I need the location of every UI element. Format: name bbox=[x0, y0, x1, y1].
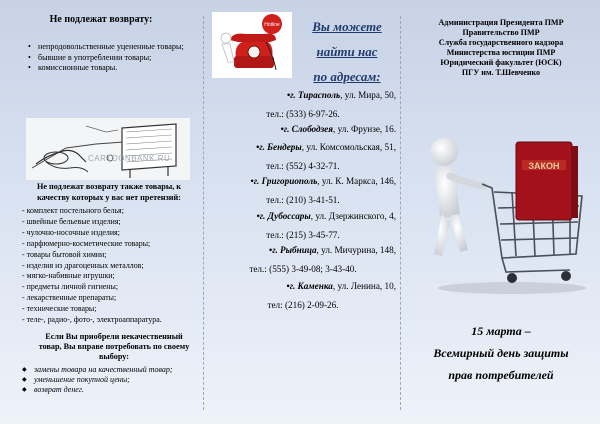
cartoon-illustration bbox=[26, 118, 190, 180]
list-item: ◆ возврат денег. bbox=[22, 385, 202, 395]
list-item: - мягко-набивные игрушки; bbox=[22, 271, 115, 281]
book-label: ЗАКОН bbox=[528, 161, 560, 171]
list-item: • бывшие в употреблении товары; bbox=[28, 53, 198, 64]
hotline-badge-text: Hotline bbox=[264, 22, 280, 28]
list-item: - чулочно-носочные изделия; bbox=[22, 227, 120, 237]
street: , ул. Фрунзе, 16. bbox=[333, 124, 396, 134]
city-name: г. Слободзея bbox=[283, 124, 333, 134]
returns-title: Не подлежат возврату: bbox=[49, 14, 153, 25]
organizer-line: Администрация Президента ПМР bbox=[438, 18, 564, 27]
city-name: г. Рыбница bbox=[272, 245, 317, 255]
list-item: - предметы личной гигиены; bbox=[22, 282, 119, 292]
heading-line: по адресам: bbox=[313, 69, 381, 84]
city-name: г. Бендеры bbox=[259, 142, 302, 152]
street: , ул. К. Маркса, 146, bbox=[317, 176, 396, 186]
list-item: • комиссионные товары. bbox=[28, 63, 198, 74]
phone: тел.: (210) 3-41-51. bbox=[266, 195, 340, 205]
phone: тел.: (552) 4-32-71. bbox=[266, 161, 340, 171]
consumer-rights-list bbox=[22, 365, 202, 395]
list-item: - комплект постельного белья; bbox=[22, 206, 124, 215]
organizer-line: Юридический факультет (ЮСК) bbox=[440, 58, 562, 68]
list-item: - технические товары; bbox=[22, 304, 97, 314]
quality-goods-list bbox=[22, 206, 202, 326]
street: , ул. Дзержинского, 4, bbox=[310, 211, 396, 221]
address-rybnitsa: •г. Рыбница, ул. Мичурина, 148, тел.: (555) 3-49-08; 3-43-40. bbox=[210, 245, 396, 275]
organizer-line: Служба государственного надзора bbox=[438, 38, 564, 48]
phone: тел.: (533) 6-97-26. bbox=[266, 109, 340, 119]
heading-line: найти нас bbox=[316, 44, 378, 59]
organizer-line: Министерства юстиции ПМР bbox=[446, 48, 556, 58]
list-item: - теле-, радио-, фото-, электроаппаратура. bbox=[22, 315, 162, 325]
list-item: - изделия из драгоценных металлов; bbox=[22, 260, 144, 270]
phone: тел.: (555) 3-49-08; 3-43-40. bbox=[249, 264, 357, 274]
organizer-line: Правительство ПМР bbox=[462, 28, 540, 38]
heading-line: Вы можете bbox=[312, 19, 382, 34]
fold-line-right bbox=[400, 16, 401, 410]
address-dubossary: •г. Дубоссары, ул. Дзержинского, 4, тел.: (215) 3-45-77. bbox=[210, 211, 396, 241]
cartoon-watermark: CARTOONBANK.RU bbox=[88, 154, 171, 163]
event-line: 15 марта – bbox=[471, 324, 531, 338]
hotline-phone-image bbox=[212, 12, 292, 78]
phone: тел.: (215) 3-45-77. bbox=[266, 230, 340, 240]
addresses-heading bbox=[300, 14, 394, 89]
address-grigoriopol: •г. Григориополь, ул. К. Маркса, 146, тел.: (210) 3-41-51. bbox=[210, 176, 396, 206]
city-name: г. Григориополь bbox=[253, 176, 318, 186]
city-name: г. Дубоссары bbox=[259, 211, 311, 221]
street: , ул. Ленина, 10, bbox=[332, 281, 396, 291]
list-item: - товары бытовой химии; bbox=[22, 249, 107, 259]
event-title bbox=[404, 320, 598, 386]
address-kamenka: •г. Каменка, ул. Ленина, 10, тел: (216) 2-09-26. bbox=[210, 281, 396, 311]
list-item: - лекарственные препараты; bbox=[22, 293, 117, 303]
defective-goods-text: Если Вы приобрели некачественный товар, Вы вправе потребовать по своему выбору: bbox=[38, 332, 190, 361]
city-name: г. Каменка bbox=[289, 281, 333, 291]
shopping-cart-law-image bbox=[420, 126, 590, 298]
fold-line-left bbox=[203, 16, 204, 410]
list-item: ◆ уменьшение покупной цены; bbox=[22, 375, 202, 385]
list-item: ◆ замены товара на качественный товар; bbox=[22, 365, 202, 375]
list-item: • непродовольственные уцененные товары; bbox=[28, 42, 198, 53]
phone: тел: (216) 2-09-26. bbox=[267, 300, 339, 310]
street: , ул. Комсомольская, 51, bbox=[301, 142, 396, 152]
quality-heading: Не подлежат возврату также товары, к качеству которых у вас нет претензий: bbox=[36, 182, 182, 202]
organizer-line: ПГУ им. Т.Шевченко bbox=[461, 68, 541, 78]
address-slobodzeya: •г. Слободзея, ул. Фрунзе, 16. bbox=[280, 124, 396, 134]
event-line: Всемирный день защиты bbox=[433, 346, 569, 360]
list-item: - швейные бельевые изделия; bbox=[22, 216, 121, 226]
organizers-block bbox=[404, 18, 598, 79]
list-item: - парфюмерно-косметические товары; bbox=[22, 238, 151, 248]
event-line: прав потребителей bbox=[448, 368, 554, 382]
address-bendery: •г. Бендеры, ул. Комсомольская, 51, тел.: (552) 4-32-71. bbox=[210, 142, 396, 172]
city-name: г. Тирасполь bbox=[290, 90, 341, 100]
street: , ул. Мира, 50, bbox=[340, 90, 396, 100]
non-returnable-list bbox=[28, 42, 198, 74]
address-tiraspol: •г. Тирасполь, ул. Мира, 50, тел.: (533) 6-97-26. bbox=[210, 90, 396, 120]
street: , ул. Мичурина, 148, bbox=[316, 245, 396, 255]
